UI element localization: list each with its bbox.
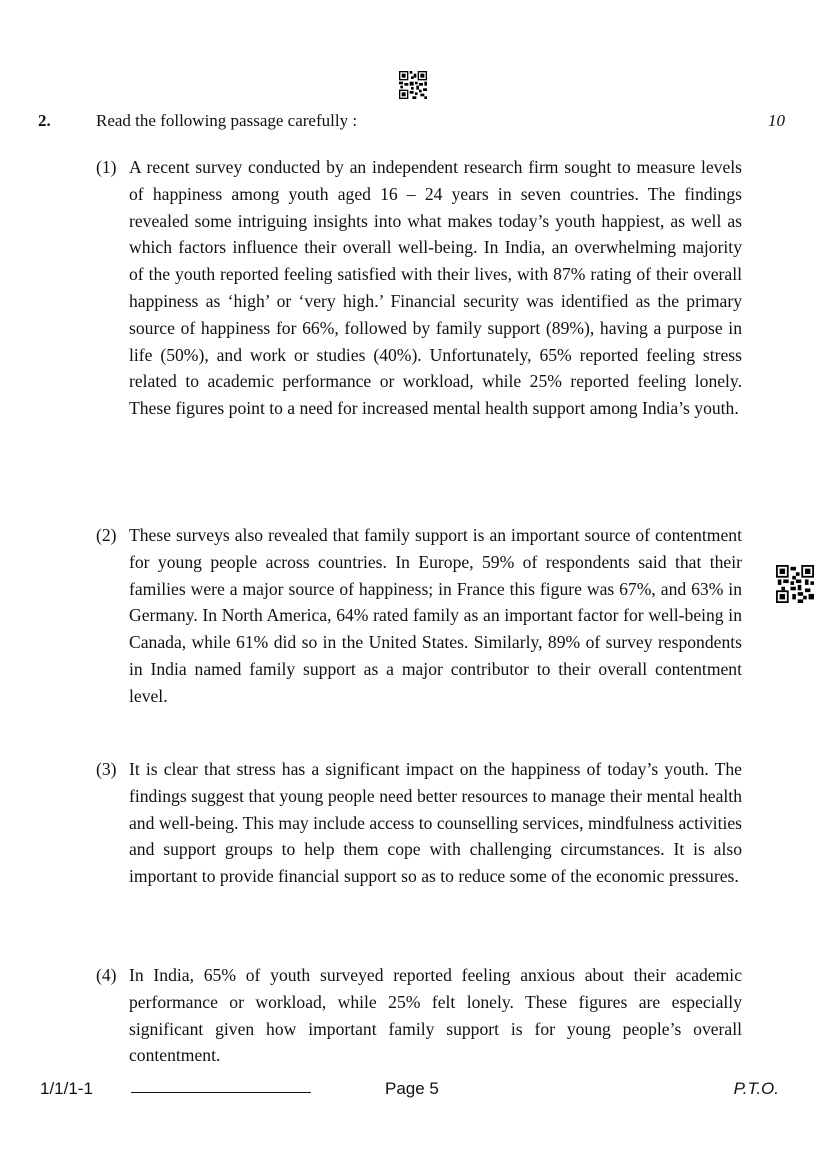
question-marks: 10 [768,111,785,130]
footer-pto: P.T.O. [733,1079,779,1098]
paragraph-2 [96,522,742,710]
paragraph-3 [96,756,742,890]
paragraph-number: (4) [96,965,117,985]
footer-paper-code: 1/1/1-1 [40,1079,93,1098]
paragraph-text: These surveys also revealed that family support is an important source of contentment for young people across countries. In Europe, 59% of respondents said that their families were a major source of happiness; in France this figure was 67%, and 63% in Germany. In North America, 64% rated family as an important factor for well-being in Canada, while 61% did so in the United States. Similarly, 89% of survey respondents in India named family support as a major contributor to their overall contentment level. [129,525,742,706]
paragraph-number: (3) [96,759,117,779]
question-instruction: Read the following passage carefully : [96,111,358,130]
paragraph-text: A recent survey conducted by an independent research firm sought to measure levels of happiness among youth aged 16 – 24 years in seven countries. The findings revealed some intriguing insights into what makes today’s youth happiest, as well as which factors influence their overall well-being. In India, an overwhelming majority of the youth reported feeling satisfied with their lives, with 87% rating of their overall happiness as ‘high’ or ‘very high.’ Financial security was identified as the primary source of happiness for 66%, followed by family support (89%), having a purpose in life (50%), and work or studies (40%). Unfortunately, 65% reported feeling stress related to academic performance or workload, while 25% reported feeling lonely. These figures point to a need for increased mental health support among India’s youth. [129,157,742,419]
qr-code-icon [399,71,427,99]
paragraph-text: In India, 65% of youth surveyed reported feeling anxious about their academic performance or workload, while 25% felt lonely. These figures are especially significant given how important family support is for young people’s overall contentment. [129,965,742,1066]
paragraph-text: It is clear that stress has a significant impact on the happiness of today’s youth. The findings suggest that young people need better resources to manage their mental health and well-being. This may include access to counselling services, mindfulness activities and support groups to help them cope with challenging circumstances. It is also important to provide financial support so as to reduce some of the economic pressures. [129,759,742,887]
paragraph-1 [96,154,742,422]
paragraph-number: (1) [96,157,117,177]
paragraph-number: (2) [96,525,117,545]
qr-code-icon [776,565,814,603]
footer-divider [131,1092,311,1093]
question-number: 2. [38,111,51,130]
footer-page-number: Page 5 [385,1079,439,1098]
paragraph-4 [96,962,742,1069]
